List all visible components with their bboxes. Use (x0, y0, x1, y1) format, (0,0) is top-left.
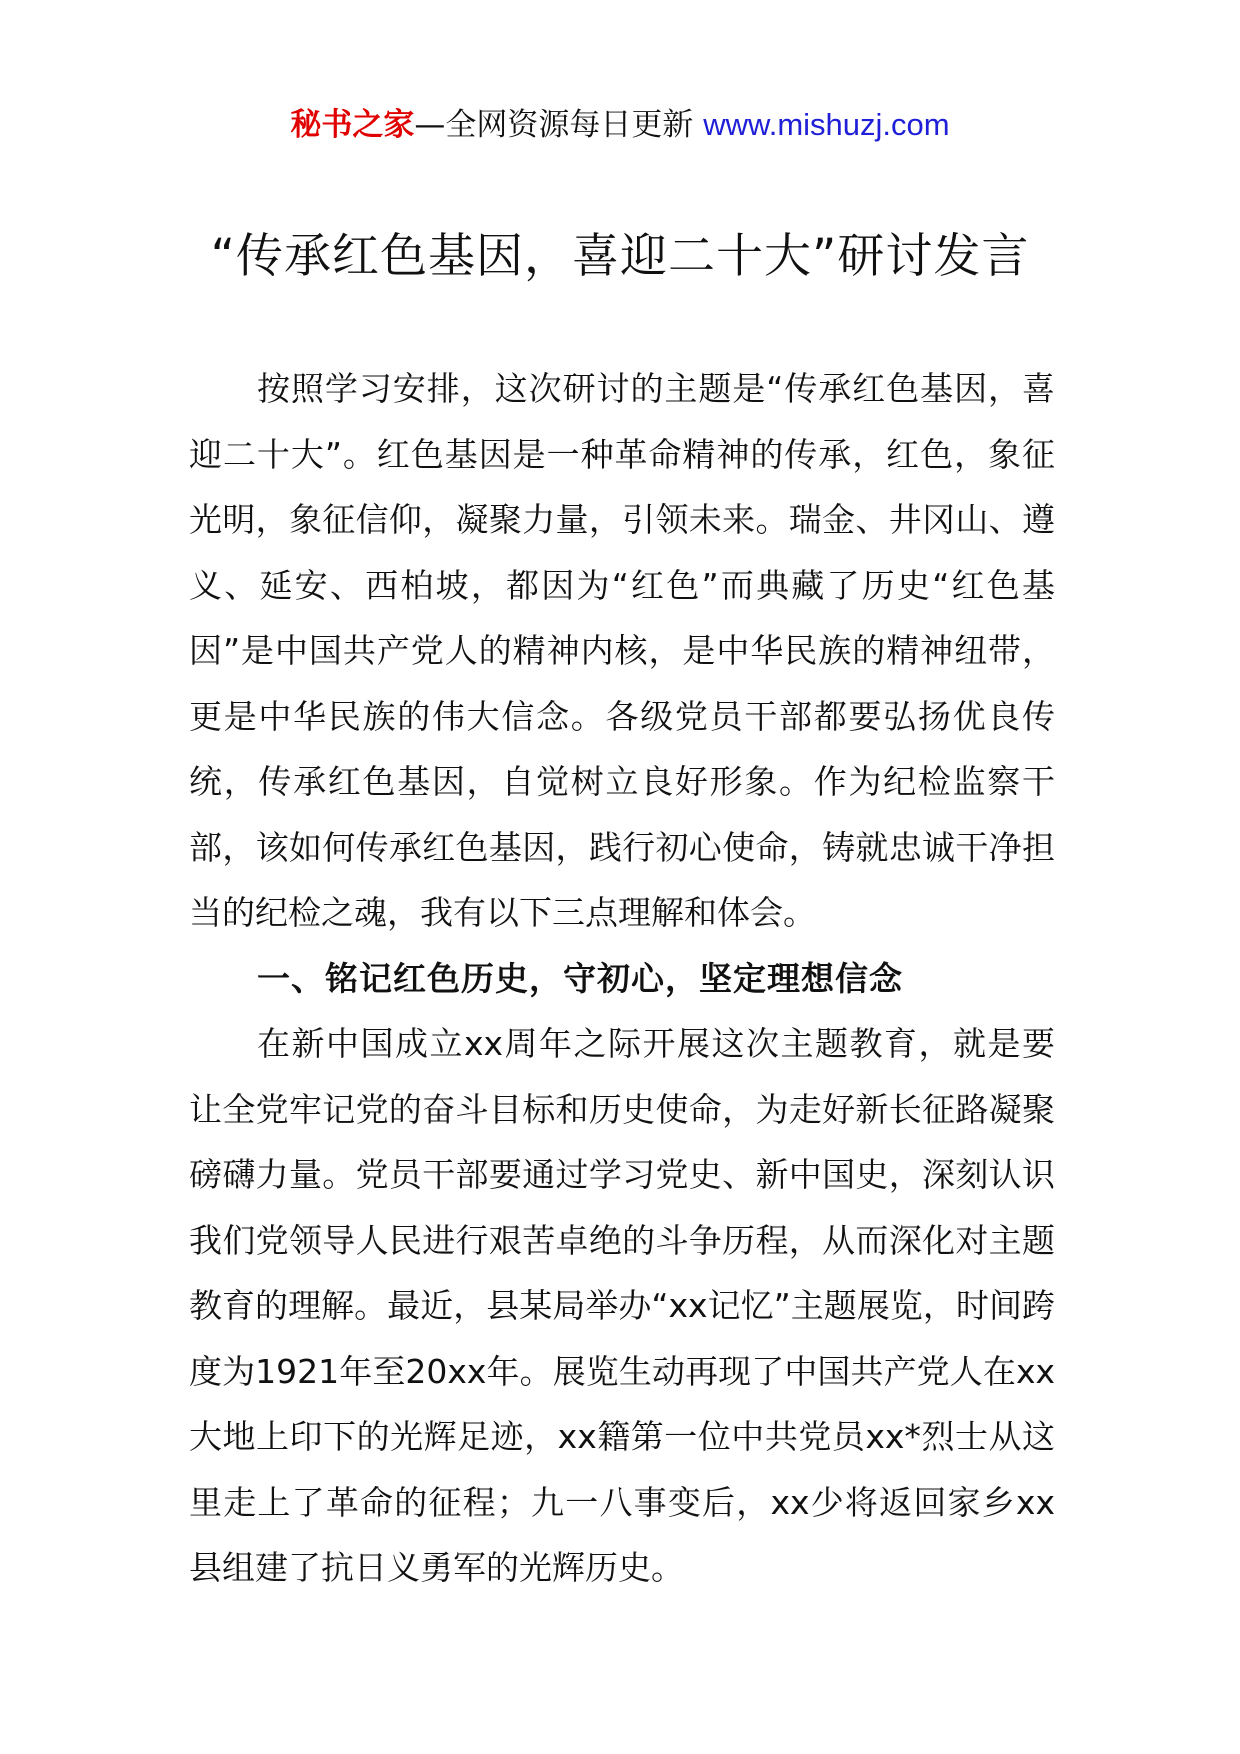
header-tagline: 全网资源每日更新 (445, 107, 694, 143)
site-url-link[interactable]: www.mishuzj.com (703, 107, 950, 142)
section-heading-1: 一、铭记红色历史，守初心，坚定理想信念 (257, 958, 903, 998)
brand-name: 秘书之家 (290, 107, 415, 143)
header-separator: — (414, 107, 446, 143)
document-body (189, 356, 1055, 1601)
document-title: “传承红色基因，喜迎二十大”研讨发言 (210, 229, 1030, 284)
site-header (0, 102, 1240, 148)
body-paragraph-section-1: 在新中国成立xx周年之际开展这次主题教育，就是要让全党牢记党的奋斗目标和历史使命，为走好新长征路凝聚磅礴力量。党员干部要通过学习党史、新中国史，深刻认识我们党领导人民进行艰苦卓绝的斗争历程，从而深化对主题教育的理解。最近，县某局举办“xx记忆”主题展览，时间跨度为1921年至20xx年。展览生动再现了中国共产党人在xx大地上印下的光辉足迹，xx籍第一位中共党员xx*烈士从这里走上了革命的征程；九一八事变后，xx少将返回家乡xx县组建了抗日义勇军的光辉历史。 (189, 1024, 1055, 1587)
body-paragraph-intro: 按照学习安排，这次研讨的主题是“传承红色基因，喜迎二十大”。红色基因是一种革命精神的传承，红色，象征光明，象征信仰，凝聚力量，引领未来。瑞金、井冈山、遵义、延安、西柏坡，都因为“红色”而典藏了历史“红色基因”是中国共产党人的精神内核，是中华民族的精神纽带，更是中华民族的伟大信念。各级党员干部都要弘扬优良传统，传承红色基因，自觉树立良好形象。作为纪检监察干部，该如何传承红色基因，践行初心使命，铸就忠诚干净担当的纪检之魂，我有以下三点理解和体会。 (189, 369, 1055, 932)
